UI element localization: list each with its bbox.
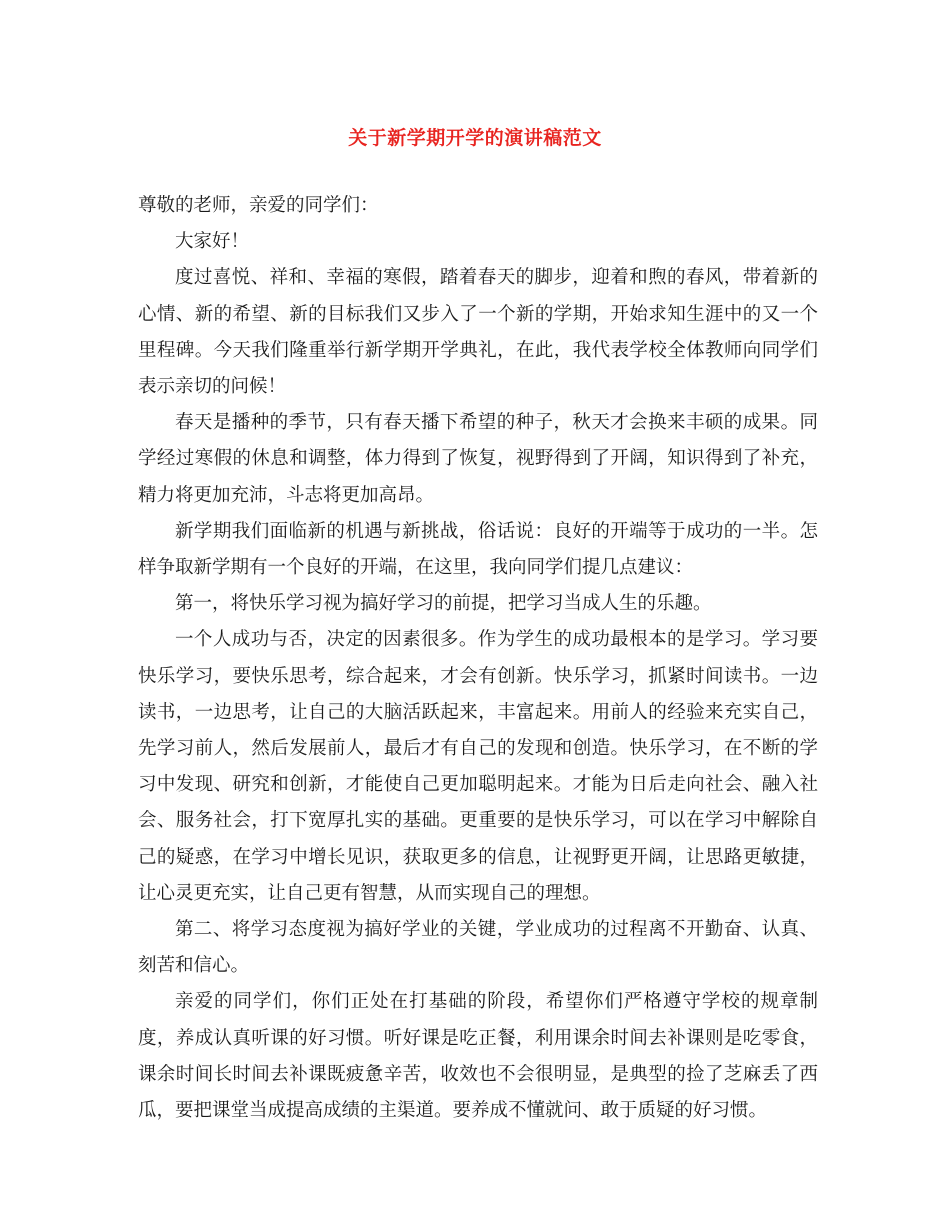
- document-title: 关于新学期开学的演讲稿范文: [348, 127, 602, 149]
- paragraph-greeting: 大家好！: [175, 231, 250, 253]
- paragraph-spring: 春天是播种的季节，只有春天播下希望的种子，秋天才会换来丰硕的成果。同学经过寒假的休息和调整，体力得到了恢复，视野得到了开阔，知识得到了补充，精力将更加充沛，斗志将更加高昂。: [138, 412, 818, 506]
- paragraph-point-one: 第一，将快乐学习视为搞好学习的前提，把学习当成人生的乐趣。: [175, 593, 712, 615]
- salutation: 尊敬的老师，亲爱的同学们：: [138, 195, 379, 216]
- paragraph-habits: 亲爱的同学们，你们正处在打基础的阶段，希望你们严格遵守学校的规章制度，养成认真听课的好习惯。听好课是吃正餐，利用课余时间去补课则是吃零食，课余时间长时间去补课既疲惫辛苦，收效也不会很明显，是典型的捡了芝麻丢了西瓜，要把课堂当成提高成绩的主渠道。要养成不懂就问、敢于质疑的好习惯。: [138, 991, 818, 1122]
- paragraph-intro: 度过喜悦、祥和、幸福的寒假，踏着春天的脚步，迎着和煦的春风，带着新的心情、新的希望、新的目标我们又步入了一个新的学期，开始求知生涯中的又一个里程碑。今天我们隆重举行新学期开学典礼，在此，我代表学校全体教师向同学们表示亲切的问候！: [138, 267, 818, 398]
- document-body: [138, 188, 818, 1129]
- paragraph-success: 一个人成功与否，决定的因素很多。作为学生的成功最根本的是学习。学习要快乐学习，要快乐思考，综合起来，才会有创新。快乐学习，抓紧时间读书。一边读书，一边思考，让自己的大脑活跃起来，丰富起来。用前人的经验来充实自己，先学习前人，然后发展前人，最后才有自己的发现和创造。快乐学习，在不断的学习中发现、研究和创新，才能使自己更加聪明起来。才能为日后走向社会、融入社会、服务社会，打下宽厚扎实的基础。更重要的是快乐学习，可以在学习中解除自己的疑惑，在学习中增长见识，获取更多的信息，让视野更开阔，让思路更敏捷，让心灵更充实，让自己更有智慧，从而实现自己的理想。: [138, 629, 818, 904]
- paragraph-new-semester: 新学期我们面临新的机遇与新挑战，俗话说：良好的开端等于成功的一半。怎样争取新学期有一个良好的开端，在这里，我向同学们提几点建议：: [138, 520, 818, 579]
- paragraph-point-two: 第二、将学习态度视为搞好学业的关键，学业成功的过程离不开勤奋、认真、刻苦和信心。: [138, 919, 818, 977]
